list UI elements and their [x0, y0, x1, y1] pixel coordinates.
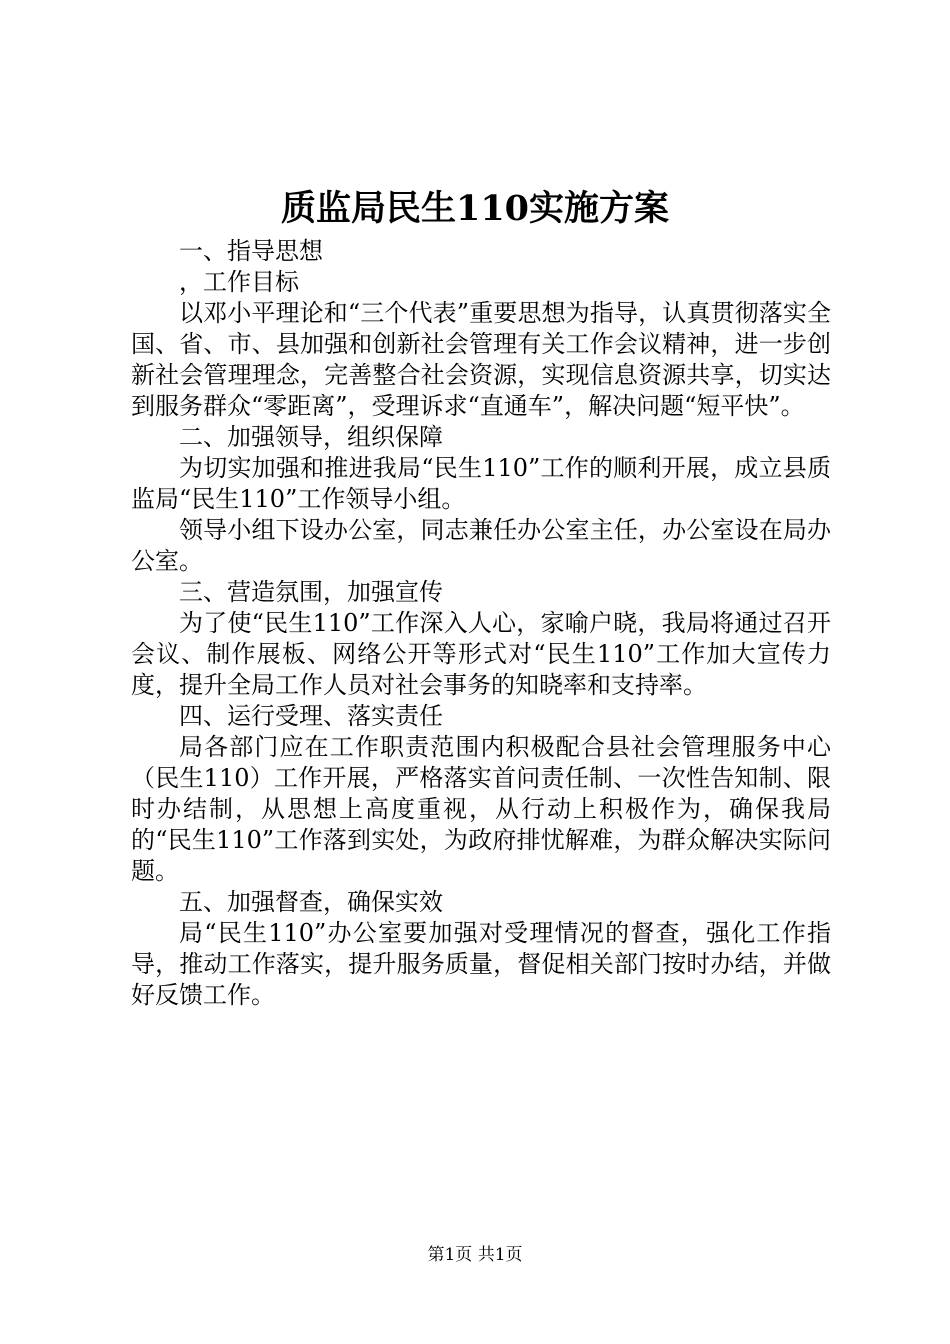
paragraph-guiding-ideology: 以邓小平理论和“三个代表”重要思想为指导，认真贯彻落实全国、省、市、县加强和创新社会管理有关工作会议精神，进一步创新社会管理理念，完善整合社会资源，实现信息资源共享，切实达到服务群众“零距离”，受理诉求“直通车”，解决问题“短平快”。 [131, 299, 831, 420]
section-heading-guiding-ideology: 一、指导思想 [179, 237, 323, 265]
section-heading-work-goal: ，工作目标 [179, 268, 299, 296]
section-heading-operation: 四、运行受理、落实责任 [179, 702, 443, 730]
document-title: 质监局民生110实施方案 [280, 188, 670, 229]
paragraph-office-setup: 领导小组下设办公室，同志兼任办公室主任，办公室设在局办公室。 [131, 516, 831, 575]
paragraph-supervision: 局“民生110”办公室要加强对受理情况的督查，强化工作指导，推动工作落实，提升服务质量，督促相关部门按时办结，并做好反馈工作。 [131, 919, 831, 1009]
section-heading-supervision: 五、加强督查，确保实效 [179, 888, 443, 916]
section-heading-publicity: 三、营造氛围，加强宣传 [179, 578, 443, 606]
document-body [131, 236, 831, 1011]
page-number-footer: 第1页 共1页 [427, 1245, 523, 1265]
paragraph-operation: 局各部门应在工作职责范围内积极配合县社会管理服务中心（民生110）工作开展，严格落实首问责任制、一次性告知制、限时办结制，从思想上高度重视，从行动上积极作为，确保我局的“民生110”工作落到实处，为政府排忧解难，为群众解决实际问题。 [131, 733, 831, 885]
paragraph-publicity: 为了使“民生110”工作深入人心，家喻户晓，我局将通过召开会议、制作展板、网络公开等形式对“民生110”工作加大宣传力度，提升全局工作人员对社会事务的知晓率和支持率。 [131, 609, 831, 699]
section-heading-leadership: 二、加强领导，组织保障 [179, 423, 443, 451]
paragraph-leadership-group: 为切实加强和推进我局“民生110”工作的顺利开展，成立县质监局“民生110”工作领导小组。 [131, 454, 831, 513]
